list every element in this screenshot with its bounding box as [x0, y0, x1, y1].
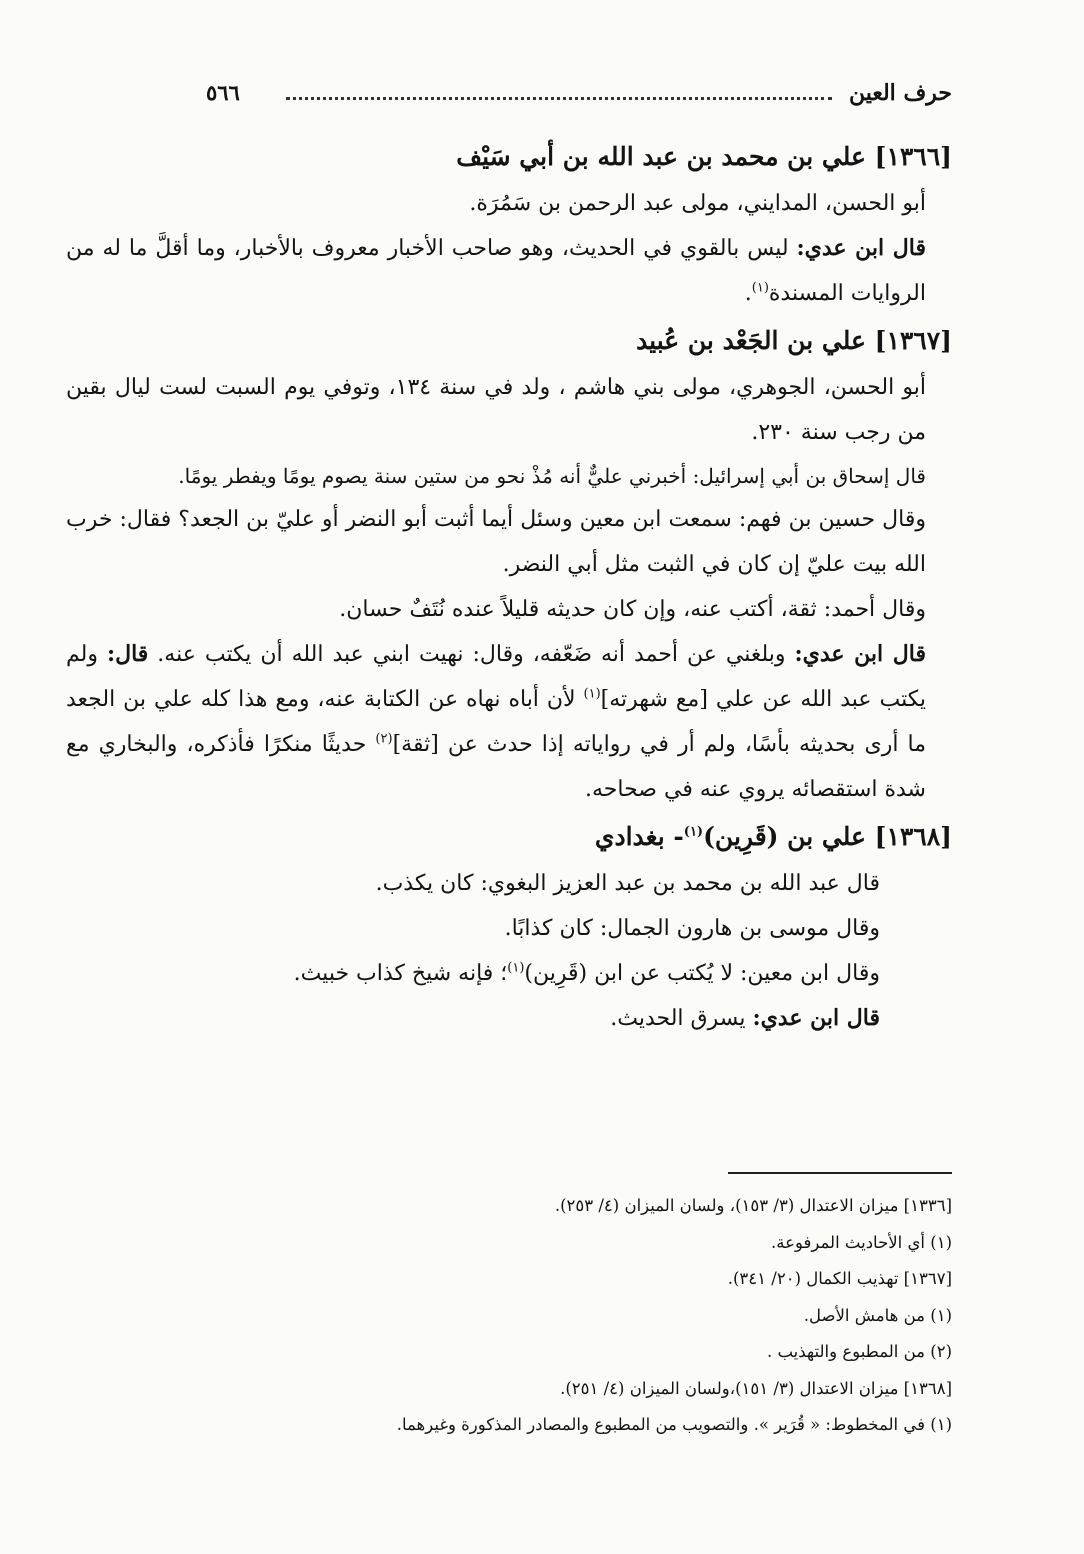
footnotes [132, 1188, 952, 1444]
footnote-1366-source: [١٣٣٦] ميزان الاعتدال (٣/ ١٥٣)، ولسان الميزان (٤/ ٢٥٣). [554, 1196, 952, 1215]
ibn-adi-label: قال ابن عدي: [796, 235, 926, 261]
entry-1368-ibn-main-text-1: وقال ابن معين: لا يُكتب عن ابن (قَرِين) [524, 961, 880, 986]
entry-1368-musa: وقال موسى بن هارون الجمال: كان كذابًا. [504, 916, 880, 941]
ibn-adi-label: قال ابن عدي: [794, 641, 926, 667]
entry-1367-lineage: أبو الحسن، الجوهري، مولى بني هاشم ، ولد في سنة ١٣٤، وتوفي يوم السبت لست ليال بقين من رجب سنة ٢٣٠. [66, 375, 926, 445]
entry-title-1367: [١٣٦٧] علي بن الجَعْد بن عُبيد [636, 326, 952, 355]
footnote-ref: (١) [751, 280, 769, 296]
footnote-ref: (١) [507, 960, 525, 976]
header-dotted-rule [286, 97, 832, 100]
footnote-ref: (٢) [375, 731, 393, 747]
punctuation: . [744, 281, 752, 306]
entry-1367-ibn-adi-text-3: لأن أباه نهاه عن الكتابة عنه، ومع هذا كله علي بن الجعد ما أرى بحديثه بأسًا، ولم أر في رواياته إذا حدث عن [ثقة] [66, 687, 926, 757]
footnote-1367-1: (١) من هامش الأصل. [803, 1305, 952, 1325]
footnote-1367-source: [١٣٦٧] تهذيب الكمال (٢٠/ ٣٤١). [727, 1269, 952, 1288]
entry-title-1368-name: [١٣٦٨] علي بن (قَرِين) [703, 822, 952, 851]
entry-title-1368 [66, 812, 952, 861]
entry-1367-ibn-adi-text-4: حديثًا منكرًا فأذكره، والبخاري مع شدة استقصائه يروي عنه في صحاحه. [66, 732, 926, 802]
entry-title-1368-origin: - بغدادي [594, 822, 684, 851]
footnote-ref: (١) [683, 824, 704, 840]
entry-1366-ibn-adi-text: ليس بالقوي في الحديث، وهو صاحب الأخبار معروف بالأخبار، وما أقلَّ ما له من الروايات المسندة [66, 236, 926, 306]
footnote-ref: (١) [583, 686, 601, 702]
entry-1366-ibn-adi [66, 226, 952, 316]
footnote-1368-1: (١) في المخطوط: « قُرَير ». والتصويب من المطبوع والمصادر المذكورة وغيرهما. [396, 1415, 952, 1434]
page-header [206, 78, 952, 112]
entry-1367-husayn: وقال حسين بن فهم: سمعت ابن معين وسئل أيما أثبت أبو النضر أو عليّ بن الجعد؟ فقال: خرب الله بيت عليّ إن كان في الثبت مثل أبي النضر. [66, 507, 926, 577]
entry-1367-ibn-adi [66, 632, 952, 812]
footnote-1368-source: [١٣٦٨] ميزان الاعتدال (٣/ ١٥١)،ولسان الميزان (٤/ ٢٥١). [560, 1378, 952, 1398]
qal-label: قال: [106, 641, 149, 667]
entry-1366-lineage: أبو الحسن، المدايني، مولى عبد الرحمن بن سَمُرَة. [469, 191, 926, 216]
entry-1368-ibn-adi-text: يسرق الحديث. [610, 1006, 746, 1031]
entry-1368-baghawi: قال عبد الله بن محمد بن عبد العزيز البغوي: كان يكذب. [375, 871, 880, 896]
footnote-1367-2: (٢) من المطبوع والتهذيب . [766, 1342, 952, 1361]
page-number: ٥٦٦ [206, 80, 240, 105]
main-text [66, 132, 952, 1041]
footnote-separator [728, 1172, 952, 1174]
entry-1368-ibn-main [66, 951, 952, 996]
footnote-1366-1: (١) أي الأحاديث المرفوعة. [771, 1232, 952, 1252]
entry-1367-ishaq: قال إسحاق بن أبي إسرائيل: أخبرني عليٌّ أنه مُذْ نحو من ستين سنة يصوم يومًا ويفطر يومًا. [178, 464, 926, 488]
entry-1367-ahmad: وقال أحمد: ثقة، أكتب عنه، وإن كان حديثه قليلاً عنده نُتَفٌ حسان. [339, 597, 926, 622]
entry-1367-ibn-adi-text-1: وبلغني عن أحمد أنه ضَعّفه، وقال: نهيت ابني عبد الله أن يكتب عنه. [157, 642, 786, 667]
entry-1367-ibn-adi-text-2: ولم يكتب عبد الله عن علي [مع شهرته] [66, 642, 926, 712]
ibn-adi-label: قال ابن عدي: [752, 1005, 880, 1031]
entry-title-1366: [١٣٦٦] علي بن محمد بن عبد الله بن أبي سَيْف [456, 142, 952, 171]
entry-1368-ibn-adi [66, 996, 952, 1041]
entry-1368-ibn-main-text-2: ؛ فإنه شيخ كذاب خبيث. [293, 961, 508, 986]
running-title: حرف العين [848, 80, 952, 106]
